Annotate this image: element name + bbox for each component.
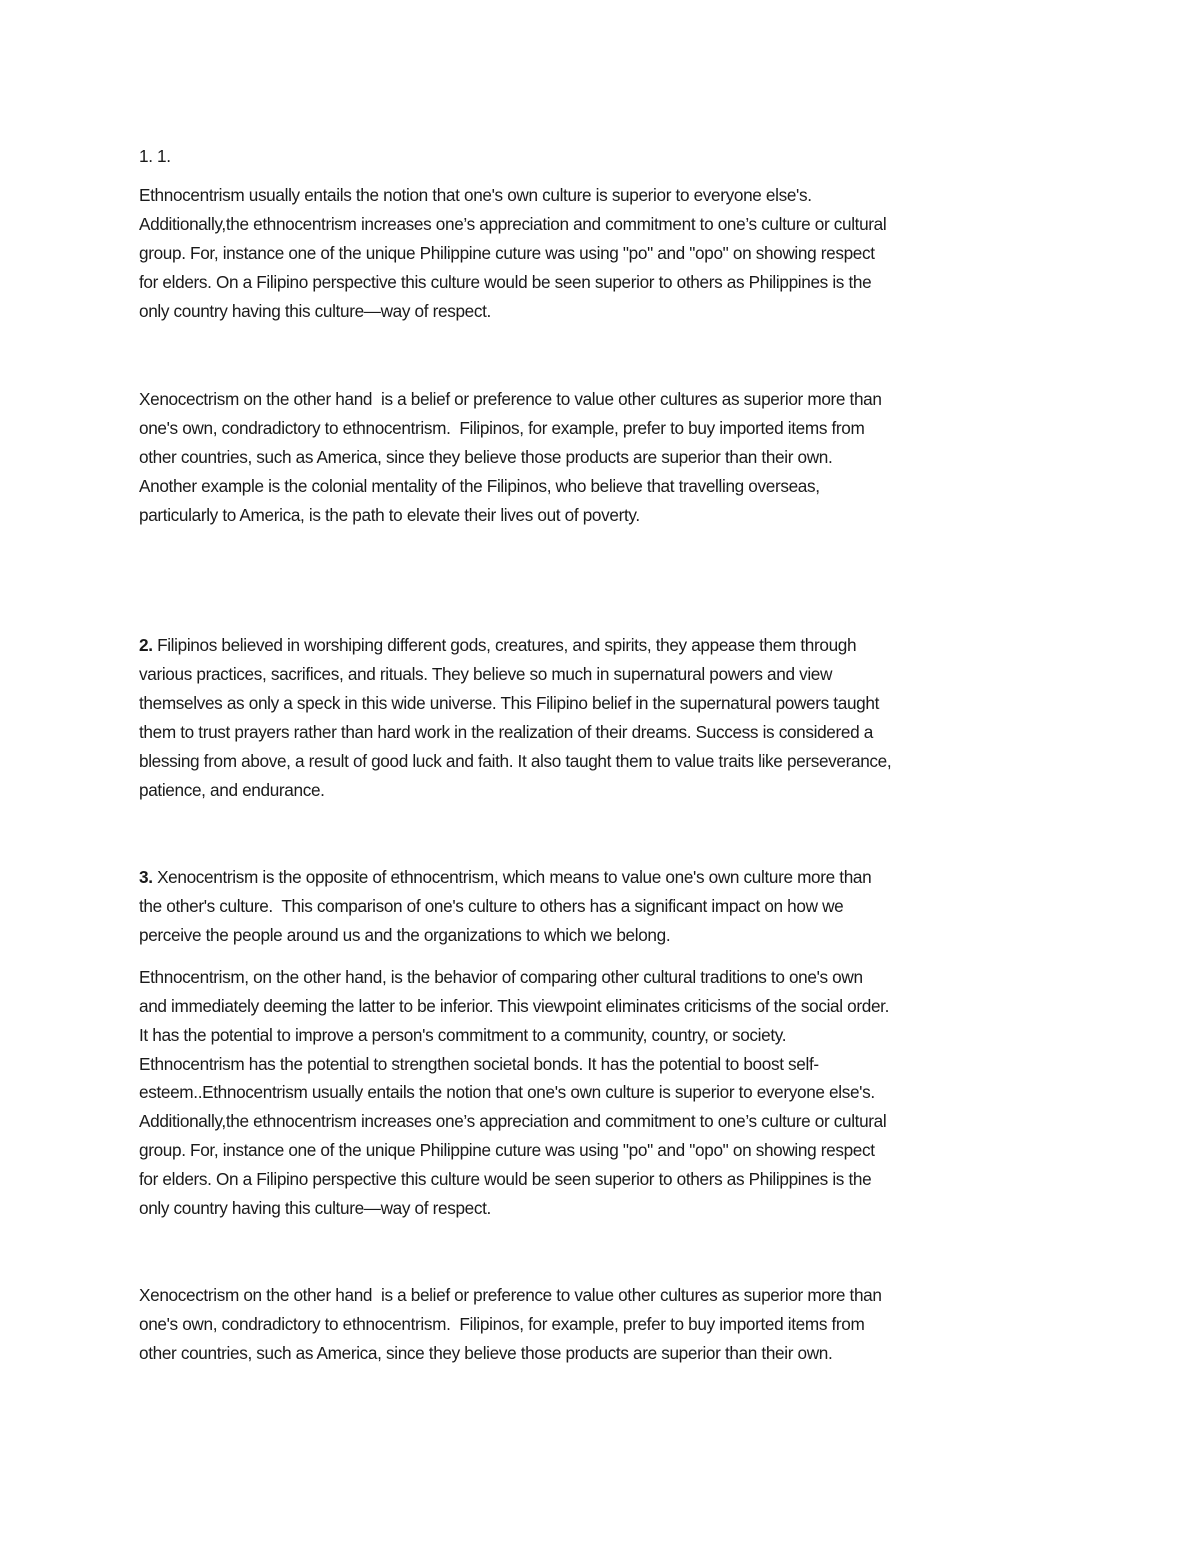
paragraph-line: one's own, condradictory to ethnocentrism. Filipinos, for example, prefer to buy imported items from <box>139 418 865 438</box>
paragraph-line: Xenocectrism on the other hand is a belief or preference to value other cultures as superior more than <box>139 389 882 409</box>
section-number: 3. <box>139 867 153 887</box>
paragraph-line: the other's culture. This comparison of one's culture to others has a significant impact on how we <box>139 896 844 916</box>
paragraph-line: Ethnocentrism has the potential to strengthen societal bonds. It has the potential to boost self- <box>139 1054 819 1074</box>
paragraph-line: only country having this culture—way of respect. <box>139 301 491 321</box>
paragraph-line: themselves as only a speck in this wide universe. This Filipino belief in the supernatural powers taught <box>139 693 879 713</box>
paragraph-line: Ethnocentrism usually entails the notion that one's own culture is superior to everyone else's. <box>139 185 812 205</box>
paragraph-line: other countries, such as America, since they believe those products are superior than their own. <box>139 447 833 467</box>
paragraph-line: blessing from above, a result of good luck and faith. It also taught them to value traits like perseverance, <box>139 751 892 771</box>
paragraph-line: only country having this culture—way of respect. <box>139 1198 491 1218</box>
paragraph-line: patience, and endurance. <box>139 780 325 800</box>
paragraph-line: various practices, sacrifices, and rituals. They believe so much in supernatural powers and view <box>139 664 833 684</box>
paragraph-line: Additionally,the ethnocentrism increases one’s appreciation and commitment to one’s culture or cultural <box>139 214 887 234</box>
paragraph-line: It has the potential to improve a person's commitment to a community, country, or society. <box>139 1025 787 1045</box>
paragraph-line: other countries, such as America, since they believe those products are superior than their own. <box>139 1343 833 1363</box>
paragraph-line: Xenocectrism on the other hand is a belief or preference to value other cultures as superior more than <box>139 1285 882 1305</box>
paragraph-line: particularly to America, is the path to elevate their lives out of poverty. <box>139 505 640 525</box>
paragraph-line: Another example is the colonial mentality of the Filipinos, who believe that travelling overseas, <box>139 476 820 496</box>
paragraph-line: one's own, condradictory to ethnocentrism. Filipinos, for example, prefer to buy imported items from <box>139 1314 865 1334</box>
paragraph-line: for elders. On a Filipino perspective this culture would be seen superior to others as Philippines is the <box>139 1169 872 1189</box>
paragraph-line <box>139 634 856 656</box>
paragraph-line: esteem..Ethnocentrism usually entails the notion that one's own culture is superior to everyone else's. <box>139 1082 875 1102</box>
paragraph-line: Ethnocentrism, on the other hand, is the behavior of comparing other cultural traditions to one's own <box>139 967 863 987</box>
paragraph-line: group. For, instance one of the unique Philippine cuture was using "po" and "opo" on showing respect <box>139 243 875 263</box>
paragraph-line: for elders. On a Filipino perspective this culture would be seen superior to others as Philippines is the <box>139 272 872 292</box>
paragraph-line-text: Xenocentrism is the opposite of ethnocentrism, which means to value one's own culture more than <box>152 867 872 887</box>
paragraph-line: them to trust prayers rather than hard work in the realization of their dreams. Success is considered a <box>139 722 873 742</box>
paragraph-line: Additionally,the ethnocentrism increases one’s appreciation and commitment to one’s culture or cultural <box>139 1111 887 1131</box>
document-heading: 1. 1. <box>139 146 171 166</box>
paragraph-line <box>139 866 871 888</box>
paragraph-line: perceive the people around us and the organizations to which we belong. <box>139 925 671 945</box>
paragraph-line: and immediately deeming the latter to be inferior. This viewpoint eliminates criticisms of the social order. <box>139 996 890 1016</box>
section-number: 2. <box>139 635 153 655</box>
paragraph-line: group. For, instance one of the unique Philippine cuture was using "po" and "opo" on showing respect <box>139 1140 875 1160</box>
paragraph-line-text: Filipinos believed in worshiping different gods, creatures, and spirits, they appease them through <box>152 635 857 655</box>
